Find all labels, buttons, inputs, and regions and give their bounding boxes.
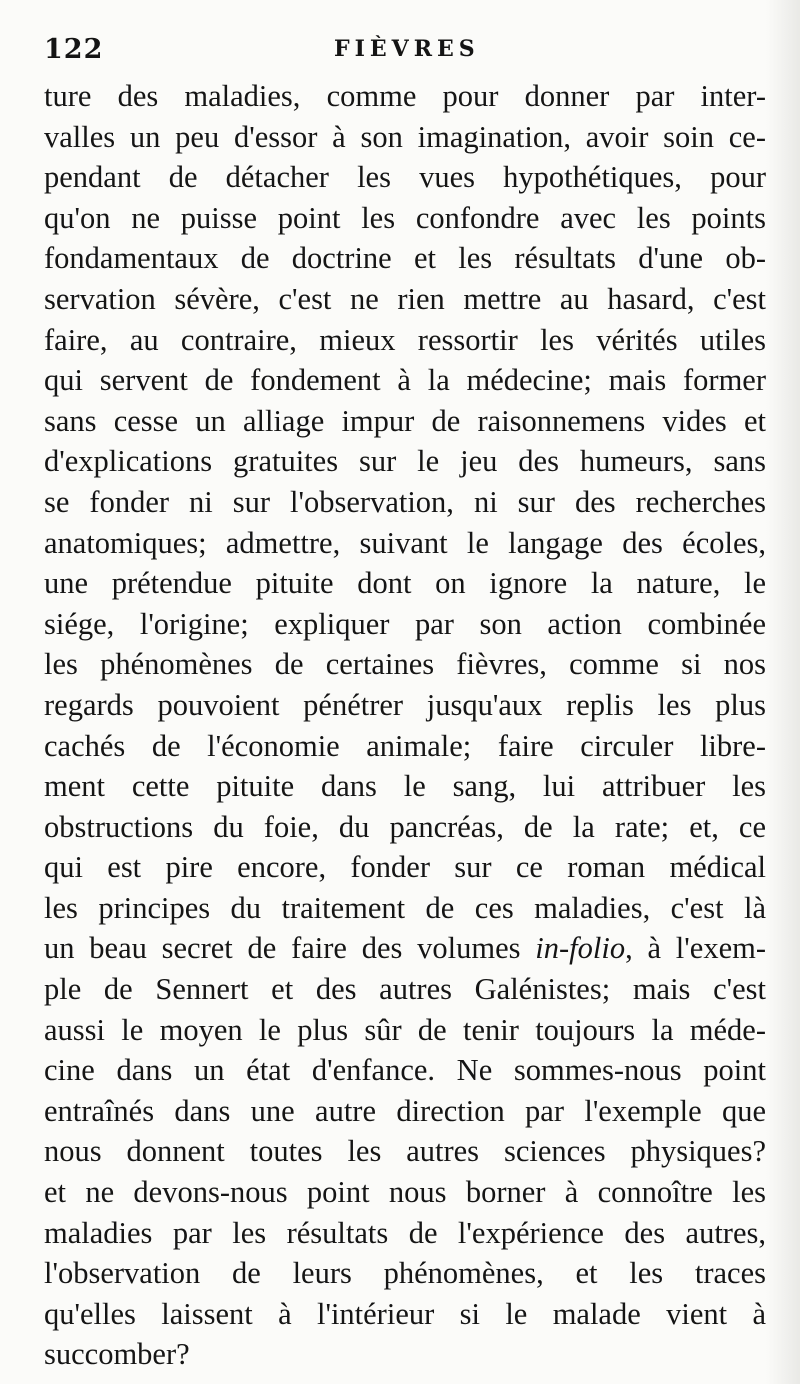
text-line: obstructions du foie, du pancréas, de la rate; et, ce	[44, 809, 766, 844]
text-line: regards pouvoient pénétrer jusqu'aux replis les plus	[44, 687, 766, 722]
text-line: siége, l'origine; expliquer par son action combinée	[44, 606, 766, 641]
text-line: et ne devons-nous point nous borner à connoître les	[44, 1175, 766, 1210]
text-line: les principes du traitement de ces maladies, c'est là	[44, 890, 766, 925]
text-line: aussi le moyen le plus sûr de tenir toujours la méde-	[44, 1012, 766, 1047]
text-line: ple de Sennert et des autres Galénistes; mais c'est	[44, 972, 766, 1007]
text-line-italic	[44, 928, 766, 969]
text-segment: un beau secret de faire des volumes	[44, 931, 536, 966]
page-number: 122	[44, 34, 104, 65]
text-line: ment cette pituite dans le sang, lui attribuer les	[44, 769, 766, 804]
running-head: FIÈVRES	[334, 36, 480, 62]
text-line: qui servent de fondement à la médecine; mais former	[44, 363, 766, 398]
text-line: une prétendue pituite dont on ignore la nature, le	[44, 566, 766, 601]
text-segment: , à l'exem-	[625, 931, 766, 966]
text-line: qu'elles laissent à l'intérieur si le malade vient à	[44, 1296, 766, 1331]
text-line: qu'on ne puisse point les confondre avec les points	[44, 200, 766, 235]
italic-term: in-folio	[535, 931, 626, 966]
body-text	[44, 76, 766, 1375]
page-edge-shadow	[766, 0, 800, 1384]
text-line: cine dans un état d'enfance. Ne sommes-nous point	[44, 1053, 766, 1088]
page-header	[44, 34, 764, 70]
text-line: ture des maladies, comme pour donner par inter-	[44, 79, 766, 113]
text-line: les phénomènes de certaines fièvres, comme si nos	[44, 647, 766, 682]
text-line: anatomiques; admettre, suivant le langage des écoles,	[44, 525, 766, 560]
text-line: valles un peu d'essor à son imagination, avoir soin ce-	[44, 119, 766, 154]
text-line: d'explications gratuites sur le jeu des humeurs, sans	[44, 444, 766, 479]
text-line: qui est pire encore, fonder sur ce roman médical	[44, 850, 766, 885]
text-line: cachés de l'économie animale; faire circuler libre-	[44, 728, 766, 763]
text-line: fondamentaux de doctrine et les résultats d'une ob-	[44, 241, 766, 276]
text-line: sans cesse un alliage impur de raisonnemens vides et	[44, 403, 766, 438]
text-line: se fonder ni sur l'observation, ni sur des recherches	[44, 484, 766, 519]
text-line: entraînés dans une autre direction par l'exemple que	[44, 1093, 766, 1128]
text-line: nous donnent toutes les autres sciences physiques?	[44, 1134, 766, 1169]
text-line-last: succomber?	[44, 1337, 190, 1372]
text-line: l'observation de leurs phénomènes, et les traces	[44, 1256, 766, 1291]
text-line: faire, au contraire, mieux ressortir les vérités utiles	[44, 322, 766, 357]
text-line: maladies par les résultats de l'expérience des autres,	[44, 1215, 766, 1250]
text-line: pendant de détacher les vues hypothétiques, pour	[44, 160, 766, 195]
text-line: servation sévère, c'est ne rien mettre au hasard, c'est	[44, 281, 766, 316]
